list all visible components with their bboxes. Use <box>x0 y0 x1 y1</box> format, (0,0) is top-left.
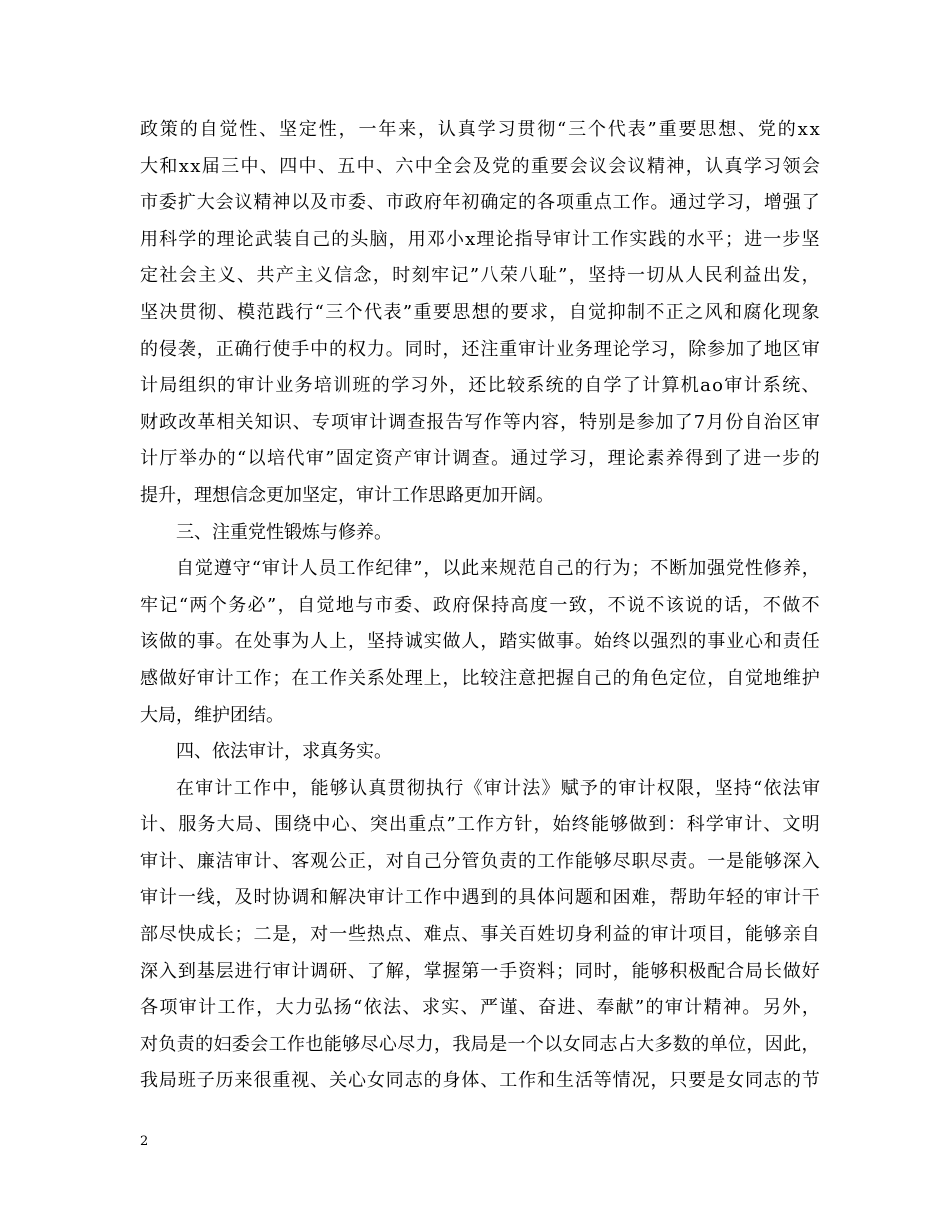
text-line: 坚 决 贯 彻 、 模 范 践 行 “ 三 个 代 表 ” 重 要 思 想 的 要 求 ， 自 觉 抑 制 不 正 之 风 和 腐 化 现 象 <box>140 301 820 323</box>
text-line: 审 计 一 线 ， 及 时 协 调 和 解 决 审 计 工 作 中 遇 到 的 具 体 问 题 和 困 难 ， 帮 助 年 轻 的 审 计 干 <box>140 887 820 909</box>
text-line: 市 委 扩 大 会 议 精 神 以 及 市 委 、 市 政 府 年 初 确 定 的 各 项 重 点 工 作 。 通 过 学 习 ， 增 强 了 <box>140 192 820 214</box>
text-line: 牢 记 “ 两 个 务 必 ” ， 自 觉 地 与 市 委 、 政 府 保 持 高 度 一 致 ， 不 说 不 该 说 的 话 ， 不 做 不 <box>140 594 820 616</box>
section-heading-party-spirit: 三、注重党性锻炼与修养。 <box>176 521 392 543</box>
document-body <box>140 112 820 1100</box>
paragraph-audit-work <box>140 771 820 1100</box>
text-line: 计 、 服 务 大 局 、 围 绕 中 心 、 突 出 重 点 ” 工 作 方 针 ， 始 终 能 够 做 到 ： 科 学 审 计 、 文 明 <box>140 814 820 836</box>
text-line: 各 项 审 计 工 作 ， 大 力 弘 扬 “ 依 法 、 求 实 、 严 谨 、 奋 进 、 奉 献 ” 的 审 计 精 神 。 另 外 ， <box>140 997 820 1019</box>
text-line: 审 计 、 廉 洁 审 计 、 客 观 公 正 ， 对 自 己 分 管 负 责 的 工 作 能 够 尽 职 尽 责 。 一 是 能 够 深 入 <box>140 850 820 872</box>
text-line: 大局，维护团结。 <box>140 704 284 726</box>
section-heading-lawful-audit: 四、依法审计，求真务实。 <box>176 741 392 763</box>
page-number: 2 <box>140 1134 149 1149</box>
text-line: 深 入 到 基 层 进 行 审 计 调 研 、 了 解 ， 掌 握 第 一 手 资 料 ； 同 时 ， 能 够 积 极 配 合 局 长 做 好 <box>140 960 820 982</box>
text-line: 该 做 的 事 。 在 处 事 为 人 上 ， 坚 持 诚 实 做 人 ， 踏 实 做 事 。 始 终 以 强 烈 的 事 业 心 和 责 任 <box>140 631 820 653</box>
text-line: 自 觉 遵 守 “ 审 计 人 员 工 作 纪 律 ” ， 以 此 来 规 范 自 己 的 行 为 ； 不 断 加 强 党 性 修 养 ， <box>176 558 820 580</box>
text-line: 定 社 会 主 义 、 共 产 主 义 信 念 ， 时 刻 牢 记 ” 八 荣 八 耻 ” ， 坚 持 一 切 从 人 民 利 益 出 发 ， <box>140 265 820 287</box>
text-line: 计 局 组 织 的 审 计 业 务 培 训 班 的 学 习 外 ， 还 比 较 系 统 的 自 学 了 计 算 机 a o 审 计 系 统 、 <box>140 375 820 397</box>
text-line: 部 尽 快 成 长 ； 二 是 ， 对 一 些 热 点 、 难 点 、 事 关 百 姓 切 身 利 益 的 审 计 项 目 ， 能 够 亲 自 <box>140 924 820 946</box>
text-line: 提升，理想信念更加坚定，审计工作思路更加开阔。 <box>140 484 554 506</box>
text-line: 政 策 的 自 觉 性 、 坚 定 性 ， 一 年 来 ， 认 真 学 习 贯 彻 “ 三 个 代 表 ” 重 要 思 想 、 党 的 x x <box>140 119 820 140</box>
text-line: 对 负 责 的 妇 委 会 工 作 也 能 够 尽 心 尽 力 ， 我 局 是 一 个 以 女 同 志 占 大 多 数 的 单 位 ， 因 此 ， <box>140 1033 820 1055</box>
text-line: 感 做 好 审 计 工 作 ； 在 工 作 关 系 处 理 上 ， 比 较 注 意 把 握 自 己 的 角 色 定 位 ， 自 觉 地 维 护 <box>140 667 820 689</box>
text-line: 在 审 计 工 作 中 ， 能 够 认 真 贯 彻 执 行 《 审 计 法 》 赋 予 的 审 计 权 限 ， 坚 持 “ 依 法 审 <box>176 777 820 799</box>
text-line: 用 科 学 的 理 论 武 装 自 己 的 头 脑 ， 用 邓 小 x 理 论 指 导 审 计 工 作 实 践 的 水 平 ； 进 一 步 坚 <box>140 228 820 250</box>
text-line: 的 侵 袭 ， 正 确 行 使 手 中 的 权 力 。 同 时 ， 还 注 重 审 计 业 务 理 论 学 习 ， 除 参 加 了 地 区 审 <box>140 338 820 360</box>
text-line: 我 局 班 子 历 来 很 重 视 、 关 心 女 同 志 的 身 体 、 工 作 和 生 活 等 情 况 ， 只 要 是 女 同 志 的 节 <box>140 1070 820 1092</box>
text-line: 大 和 x x 届 三 中 、 四 中 、 五 中 、 六 中 全 会 及 党 的 重 要 会 议 会 议 精 神 ， 认 真 学 习 领 会 <box>140 155 820 177</box>
text-line: 财 政 改 革 相 关 知 识 、 专 项 审 计 调 查 报 告 写 作 等 内 容 ， 特 别 是 参 加 了 7 月 份 自 治 区 审 <box>140 411 820 433</box>
paragraph-policy-study <box>140 112 820 515</box>
text-line: 计 厅 举 办 的 “ 以 培 代 审 ” 固 定 资 产 审 计 调 查 。 通 过 学 习 ， 理 论 素 养 得 到 了 进 一 步 的 <box>140 448 820 470</box>
paragraph-discipline <box>140 551 820 734</box>
